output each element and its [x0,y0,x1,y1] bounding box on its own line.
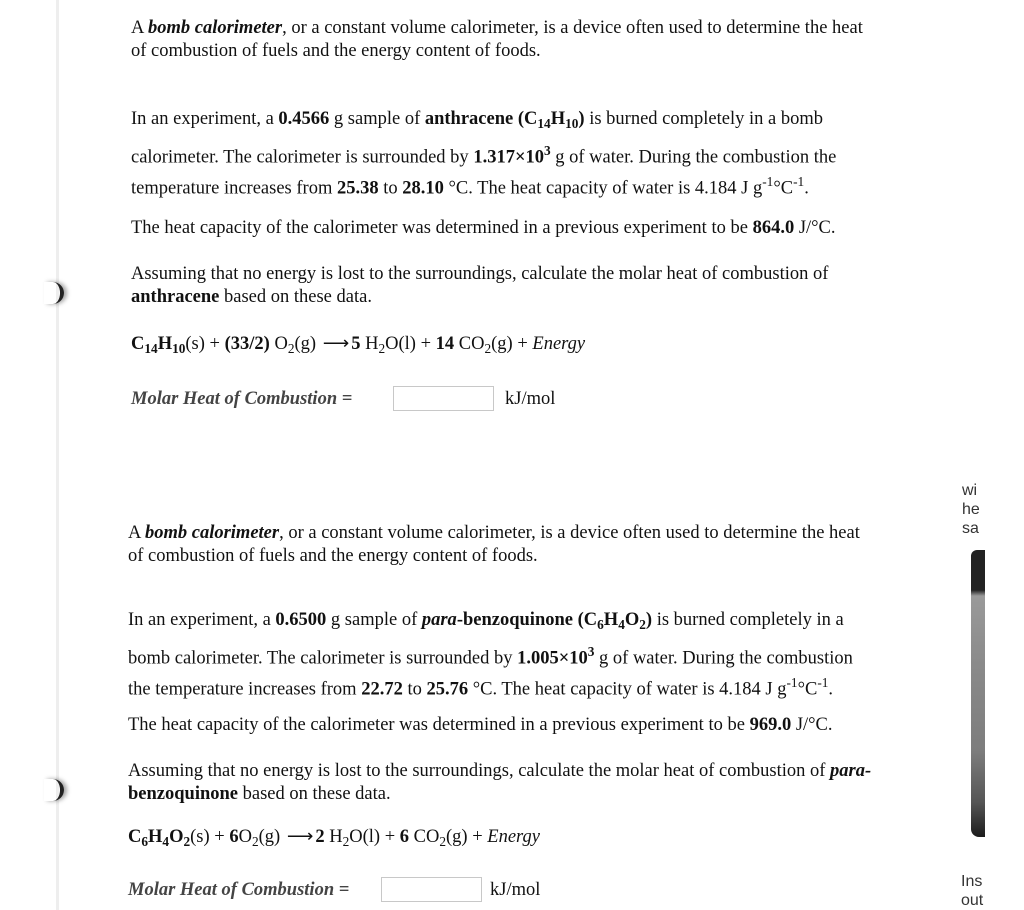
text-segment: H [360,334,379,354]
answer-label: Molar Heat of Combustion = [131,389,353,409]
text-segment: . [804,178,809,199]
text-segment: , or a constant volume calorimeter, is a device often used to determine the heat [282,18,863,38]
text-segment: (s) + [185,334,225,354]
unit-label: kJ/mol [490,880,541,900]
text-segment: H [603,610,619,630]
text-segment: Energy [487,827,541,847]
text-segment: 14 [144,340,158,356]
text-line [131,263,828,286]
text-segment: 3 [587,644,595,659]
text-segment: (g) [294,334,321,354]
text-line [131,166,836,197]
text-line [131,104,836,135]
intro-paragraph [128,522,860,568]
text-line [131,17,863,40]
text-segment: CO [454,334,485,354]
text-segment: benzoquinone [128,784,239,804]
text-segment: A [128,523,145,543]
text-segment: 2 [639,616,646,632]
text-segment: J/°C. [794,218,836,238]
text-segment: bomb calorimeter [144,523,280,543]
text-segment: °C. The heat capacity of water is 4.184 J g [443,178,763,199]
text-line [128,545,860,568]
text-segment: -benzoquinone (C [456,610,598,630]
text-segment: CO [409,827,440,847]
text-segment: In an experiment, a [128,610,276,630]
text-segment: O(l) + [385,334,436,354]
text-segment: para- [830,761,872,781]
side-panel-text-top [962,481,984,538]
text-line [128,826,540,849]
text-line [131,217,836,240]
text-segment: ⟶ [322,334,350,354]
text-segment: 0.4566 [278,109,330,129]
text-segment: to [402,679,427,700]
text-segment: (g) + [446,827,488,847]
text-segment: 6 [399,827,410,847]
text-segment: ⟶ [286,827,314,847]
text-segment: 5 [351,334,361,354]
text-line [128,522,860,545]
text-segment: para [421,610,457,630]
text-segment: In an experiment, a [131,109,279,129]
text-segment: O [238,827,252,847]
text-line [131,40,863,63]
text-segment: 2 [342,833,350,849]
text-segment: -1 [786,675,798,690]
text-segment: 2 [378,340,386,356]
collapse-handle-2[interactable] [44,779,64,801]
text-segment: H [148,827,163,847]
text-segment: 6 [141,833,149,849]
text-segment: 25.76 [426,679,469,700]
text-segment: . [828,679,834,700]
text-segment: A [131,18,148,38]
molar-heat-input[interactable] [393,386,494,411]
text-line [131,135,836,166]
reaction-equation [131,333,585,356]
experiment-paragraph [131,104,836,197]
text-segment: 14 [537,115,551,131]
text-segment: 25.38 [336,178,379,199]
text-segment: Assuming that no energy is lost to the surroundings, calculate the molar heat of combustion of [128,761,831,781]
text-segment: bomb calorimeter [147,18,283,38]
text-segment: bomb calorimeter. The calorimeter is surrounded by [128,648,518,669]
text-segment: 4 [162,833,170,849]
side-text-line: sa [962,520,979,537]
text-segment: calorimeter. The calorimeter is surrounded by [131,147,474,168]
intro-paragraph [131,17,863,63]
text-line [128,636,853,667]
text-segment: O [624,610,640,630]
text-segment: 22.72 [361,679,403,700]
text-segment: 6 [597,616,604,632]
text-segment: based on these data. [238,784,391,804]
text-segment: of combustion of fuels and the energy content of foods. [128,546,538,566]
text-line [128,667,853,698]
text-segment: °C. The heat capacity of water is 4.184 J g [468,679,787,700]
text-segment: 1.005×10 [517,648,588,669]
text-segment: g of water. During the combustion [594,648,853,669]
text-segment: 28.10 [402,178,444,199]
text-segment: The heat capacity of the calorimeter was determined in a previous experiment to be [128,715,750,735]
text-segment: C [128,827,142,847]
text-segment: 2 [183,833,191,849]
left-divider [56,0,59,910]
collapse-handle-1[interactable] [44,282,64,304]
text-segment: 969.0 [749,715,792,735]
text-segment: (s) + [190,827,230,847]
instructions-paragraph [131,263,828,309]
calorimeter-capacity-paragraph [128,714,833,737]
text-line [128,760,871,783]
text-segment: ) [578,109,585,129]
text-segment: H [550,109,566,129]
text-segment: ) [645,610,653,630]
text-segment: 2 [439,833,447,849]
text-segment: 3 [543,143,551,158]
text-segment: anthracene (C [424,109,538,129]
text-segment: -1 [817,675,829,690]
text-line [131,333,585,356]
text-segment: The heat capacity of the calorimeter was determined in a previous experiment to be [131,218,753,238]
text-segment: -1 [793,174,805,189]
text-segment: (33/2) [224,334,270,354]
text-segment: g sample of [326,610,422,630]
text-segment: -1 [762,174,774,189]
text-segment: is burned completely in a bomb [584,109,823,129]
text-segment: (g) + [491,334,533,354]
text-segment: 2 [484,340,492,356]
text-segment: based on these data. [219,287,372,307]
text-segment: 2 [287,340,295,356]
text-segment: to [378,178,403,199]
text-segment: H [157,334,173,354]
text-segment: H [324,827,343,847]
text-segment: 0.6500 [275,610,327,630]
answer-label: Molar Heat of Combustion = [128,880,350,900]
text-segment: Energy [532,334,586,354]
text-segment: g sample of [329,109,425,129]
side-text-line: out [961,892,984,909]
text-line [128,783,871,806]
text-segment: (g) [258,827,285,847]
instructions-paragraph [128,760,871,806]
text-segment: 2 [251,833,259,849]
text-segment: °C [773,178,794,199]
reaction-equation [128,826,540,849]
text-segment: Assuming that no energy is lost to the surroundings, calculate the molar heat of combustion of [131,264,829,284]
side-panel-text-bottom [961,872,987,910]
text-segment: temperature increases from [131,178,337,199]
text-line [128,714,833,737]
text-segment: 6 [229,827,239,847]
text-segment: is burned completely in a [652,610,844,630]
side-text-line: he [962,501,980,518]
text-segment: O [269,334,288,354]
text-segment: of combustion of fuels and the energy content of foods. [131,41,541,61]
text-segment: 14 [435,334,455,354]
text-segment: 2 [315,827,325,847]
unit-label: kJ/mol [505,389,556,409]
text-segment: 10 [172,340,186,356]
side-text-line: Ins [961,873,983,890]
calorimeter-capacity-paragraph [131,217,836,240]
text-segment: g of water. During the combustion the [550,147,837,168]
text-segment: the temperature increases from [128,679,362,700]
text-segment: °C [797,679,818,700]
text-segment: anthracene [131,287,220,307]
experiment-paragraph [128,605,853,698]
text-segment: 10 [565,115,579,131]
side-panel-image [971,550,985,837]
molar-heat-input[interactable] [381,877,482,902]
side-text-line: wi [962,482,978,499]
text-segment: J/°C. [791,715,833,735]
text-segment: 864.0 [752,218,795,238]
text-line [131,286,828,309]
text-segment: , or a constant volume calorimeter, is a device often used to determine the heat [279,523,860,543]
text-segment: O [169,827,184,847]
text-segment: 4 [618,616,625,632]
text-segment: O(l) + [349,827,400,847]
text-segment: 1.317×10 [473,147,544,168]
text-segment: C [131,334,145,354]
text-line [128,605,853,636]
